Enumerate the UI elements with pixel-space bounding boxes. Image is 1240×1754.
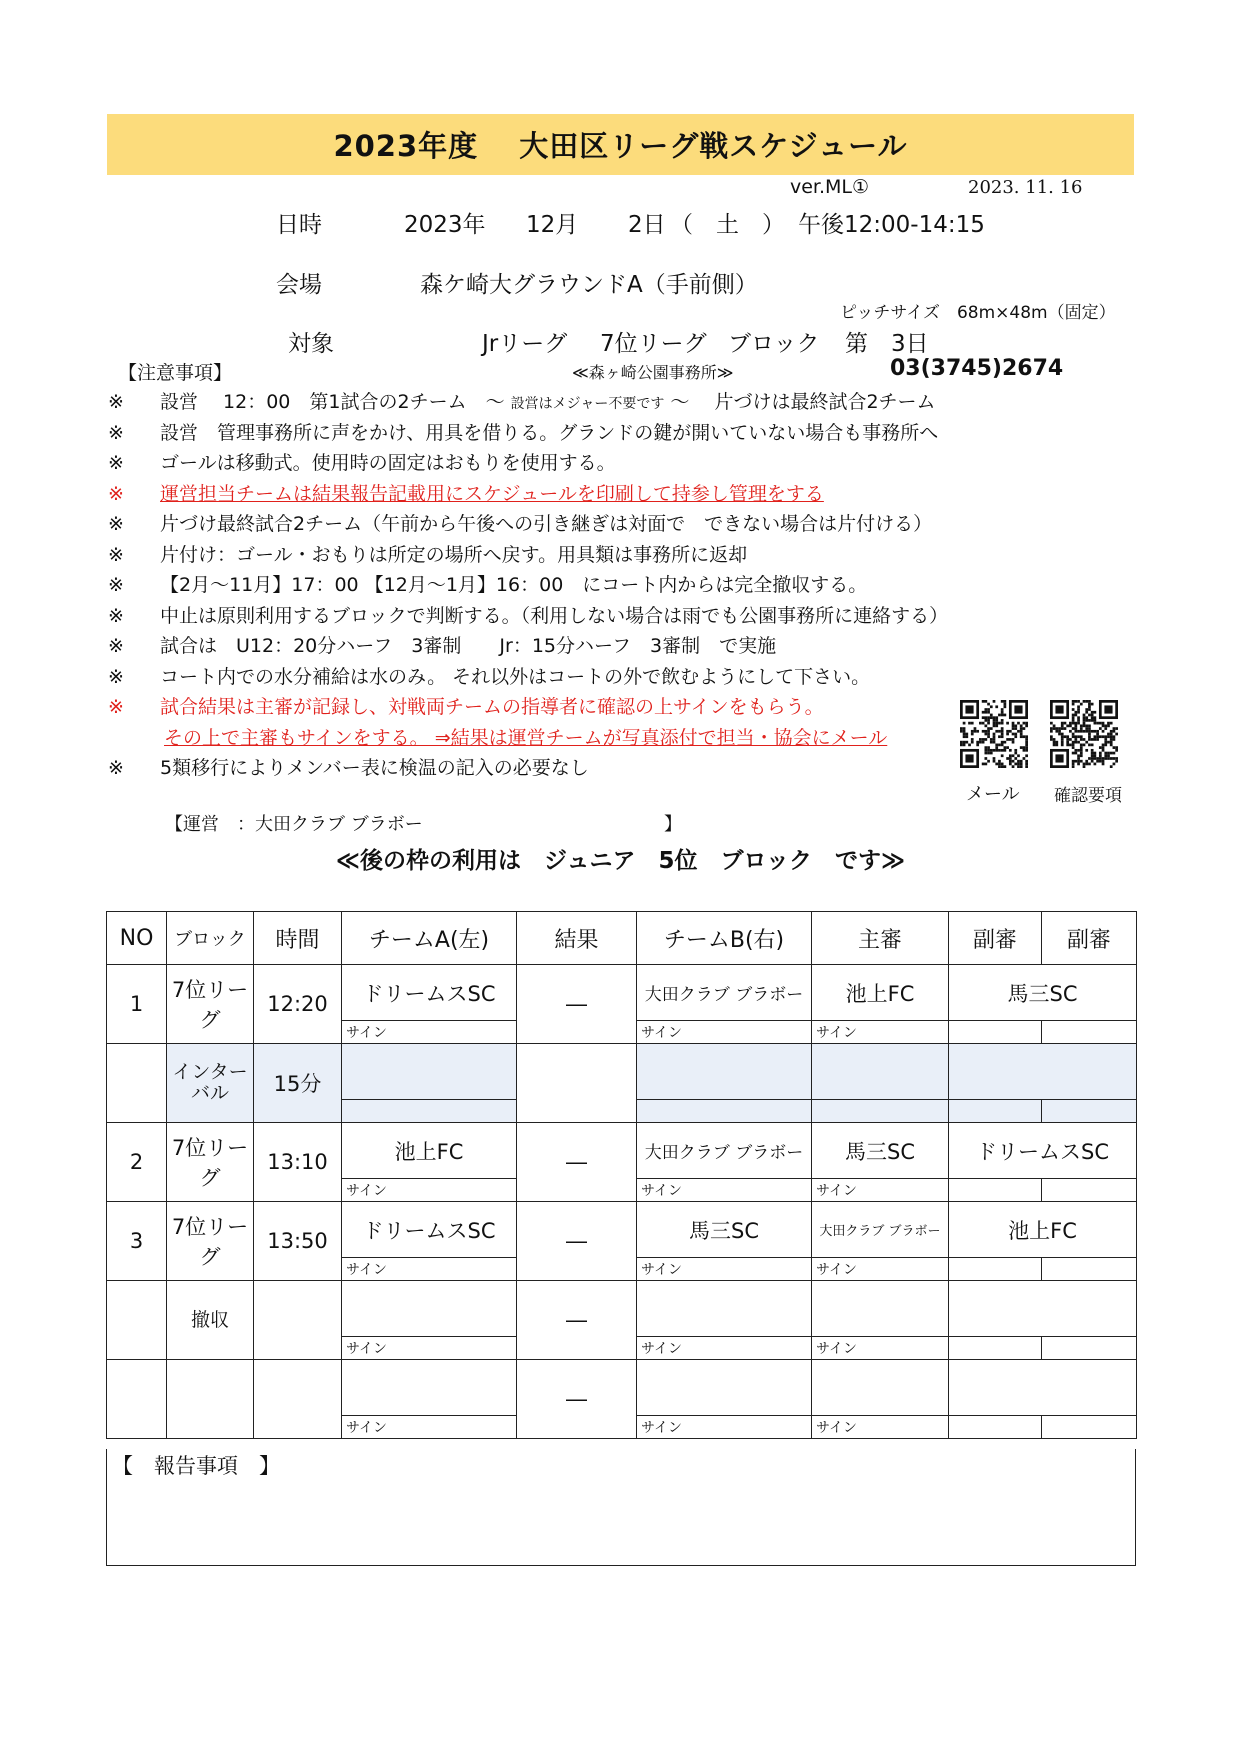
table-header [107, 912, 1137, 965]
cell-no: 1 [107, 965, 167, 1044]
day: 2日 [628, 212, 666, 238]
note-tail: ～ 片づけは最終試合2チーム [664, 391, 936, 413]
note-text: 運営担当チームは結果報告記載用にスケジュールを印刷して持参し管理をする [160, 482, 824, 505]
cell-time [254, 1360, 342, 1439]
sign-assistant-2 [1042, 1416, 1137, 1439]
cell-team-b [637, 1044, 812, 1100]
cell-block [167, 1360, 254, 1439]
note-mark: ※ [108, 665, 124, 688]
sign-referee: サイン [812, 1179, 949, 1202]
cell-time: 12:20 [254, 965, 342, 1044]
note-small: 設営はメジャー不要です [510, 396, 665, 412]
report-box [106, 1449, 1136, 1566]
cell-team-a: ドリームスSC [342, 1202, 517, 1258]
cell-team-a [342, 1360, 517, 1416]
sign-team-b: サイン [637, 1179, 812, 1202]
sign-team-b: サイン [637, 1258, 812, 1281]
table-row [107, 1044, 1137, 1100]
note-item [108, 448, 616, 475]
sign-team-b: サイン [637, 1337, 812, 1360]
cell-block: インター バル [167, 1044, 254, 1123]
cell-assistant: 馬三SC [949, 965, 1137, 1021]
time-range: 午後12:00-14:15 [798, 212, 985, 238]
cell-time: 13:10 [254, 1123, 342, 1202]
sign-assistant-1 [949, 1258, 1042, 1281]
sign-assistant-1 [949, 1416, 1042, 1439]
cell-team-a: ドリームスSC [342, 965, 517, 1021]
cell-team-b [637, 1281, 812, 1337]
qr-check-icon [1048, 700, 1120, 768]
sign-assistant-1 [949, 1021, 1042, 1044]
cell-no [107, 1360, 167, 1439]
note-mark: ※ [108, 482, 124, 505]
cell-referee: 大田クラブ ブラボー [812, 1202, 949, 1258]
sign-assistant-1 [949, 1337, 1042, 1360]
sign-assistant-2 [1042, 1021, 1137, 1044]
note-text: 試合結果は主審が記録し、対戦両チームの指導者に確認の上サインをもらう。 [160, 696, 824, 718]
note-text: 片付け：ゴール・おもりは所定の場所へ戻す。用具類は事務所に返却 [160, 543, 748, 566]
cell-time [254, 1281, 342, 1360]
note-item [108, 509, 932, 536]
note-mark: ※ [108, 635, 124, 657]
operator: 【運営 ：大田クラブ ブラボー [165, 814, 423, 835]
note-item [108, 601, 948, 628]
note-item [108, 570, 867, 597]
office-name: ≪森ヶ崎公園事務所≫ [572, 363, 734, 382]
note-mark: ※ [108, 757, 124, 779]
note-item [108, 753, 589, 780]
note-text: 中止は原則利用するブロックで判断する。（利用しない場合は雨でも公園事務所に連絡する） [160, 604, 949, 627]
note-item [108, 540, 747, 567]
cell-block: 7位リーグ [167, 965, 254, 1044]
qr-mail-label: メール [966, 784, 1020, 805]
sign-team-a: サイン [342, 1179, 517, 1202]
note-item [108, 662, 870, 689]
cell-assistant [949, 1281, 1137, 1337]
note-text: その上で主審もサインをする。 ⇒結果は運営チームが写真添付で担当・協会にメール [164, 726, 888, 749]
sign-assistant-2 [1042, 1337, 1137, 1360]
year: 2023年 [404, 212, 486, 238]
cell-team-a [342, 1281, 517, 1337]
datetime-label: 日時 [276, 212, 322, 238]
cell-team-b: 大田クラブ ブラボー [637, 965, 812, 1021]
note-text: 【2月～11月】17：00 【12月～1月】16：00 にコート内からは完全撤収する。 [160, 574, 868, 596]
sign-team-a: サイン [342, 1021, 517, 1044]
cell-no: 3 [107, 1202, 167, 1281]
cell-block: 7位リーグ [167, 1123, 254, 1202]
cell-result: ― [517, 1360, 637, 1439]
operator-close: 】 [664, 814, 682, 835]
header-no: NO [107, 912, 167, 965]
schedule-table [106, 911, 1137, 1439]
header-result: 結果 [517, 912, 637, 965]
table-row [107, 965, 1137, 1021]
cell-team-b: 馬三SC [637, 1202, 812, 1258]
note-mark: ※ [108, 604, 124, 627]
table-row [107, 1123, 1137, 1179]
cell-assistant [949, 1360, 1137, 1416]
sign-referee [812, 1100, 949, 1123]
sign-team-a: サイン [342, 1337, 517, 1360]
note-text: 試合は U12：20分ハーフ 3審制 Jr：15分ハーフ 3審制 で実施 [160, 635, 777, 657]
cell-referee: 馬三SC [812, 1123, 949, 1179]
sign-assistant-2 [1042, 1179, 1137, 1202]
notes-label: 【注意事項】 [118, 362, 233, 384]
cell-time: 13:50 [254, 1202, 342, 1281]
cell-no: 2 [107, 1123, 167, 1202]
cell-assistant [949, 1044, 1137, 1100]
weekday: （ 土 ） [670, 212, 785, 238]
note-mark: ※ [108, 696, 124, 718]
note-text: 片づけ最終試合2チーム（午前から午後への引き継ぎは対面で できない場合は片付ける） [160, 513, 933, 535]
cell-team-a [342, 1044, 517, 1100]
note-item [108, 387, 936, 414]
cell-time: 15分 [254, 1044, 342, 1123]
note-text: 設営 12：00 第1試合の2チーム ～ [160, 391, 511, 413]
note-item [108, 723, 887, 750]
cell-result: ― [517, 1202, 637, 1281]
qr-mail-icon [958, 700, 1030, 768]
note-mark: ※ [108, 574, 124, 596]
sign-referee: サイン [812, 1337, 949, 1360]
note-text: 設営 管理事務所に声をかけ、用具を借りる。グランドの鍵が開いていない場合も事務所へ [160, 421, 939, 444]
cell-team-b: 大田クラブ ブラボー [637, 1123, 812, 1179]
cell-team-a: 池上FC [342, 1123, 517, 1179]
note-item [108, 418, 938, 445]
cell-result: ― [517, 1281, 637, 1360]
table-row [107, 1281, 1137, 1337]
cell-block: 7位リーグ [167, 1202, 254, 1281]
header-time: 時間 [254, 912, 342, 965]
sign-assistant-2 [1042, 1100, 1137, 1123]
office-phone: 03(3745)2674 [890, 356, 1064, 381]
pitch-size: ピッチサイズ 68m×48m（固定） [840, 303, 1116, 323]
sign-team-a: サイン [342, 1258, 517, 1281]
sign-team-b: サイン [637, 1416, 812, 1439]
note-mark: ※ [108, 391, 124, 413]
month: 12月 [526, 212, 579, 238]
sign-team-a: サイン [342, 1416, 517, 1439]
sign-referee: サイン [812, 1416, 949, 1439]
sign-referee: サイン [812, 1021, 949, 1044]
note-text: ゴールは移動式。使用時の固定はおもりを使用する。 [160, 452, 616, 474]
version: ver.ML① [790, 176, 870, 198]
report-label: 【 報告事項 】 [112, 1454, 280, 1478]
cell-no [107, 1281, 167, 1360]
qr-check-label: 確認要項 [1054, 786, 1122, 806]
cell-referee [812, 1281, 949, 1337]
note-mark: ※ [108, 421, 124, 444]
sign-team-a [342, 1100, 517, 1123]
sign-team-b: サイン [637, 1021, 812, 1044]
note-mark: ※ [108, 452, 124, 474]
header-block: ブロック [167, 912, 254, 965]
note-mark: ※ [108, 513, 124, 535]
sign-assistant-1 [949, 1100, 1042, 1123]
header-referee: 主審 [812, 912, 949, 965]
rank: 7位リーグ [600, 331, 707, 357]
header-assistant-1: 副審 [949, 912, 1042, 965]
note-item [108, 692, 824, 719]
note-mark: ※ [108, 543, 124, 566]
header-team-b: チームB(右) [637, 912, 812, 965]
next-slot-notice: ≪後の枠の利用は ジュニア 5位 ブロック です≫ [335, 848, 906, 874]
cell-referee [812, 1360, 949, 1416]
note-text: 5類移行によりメンバー表に検温の記入の必要なし [160, 757, 589, 779]
page-title: 2023年度 大田区リーグ戦スケジュール [333, 129, 908, 163]
sign-referee: サイン [812, 1258, 949, 1281]
cell-team-b [637, 1360, 812, 1416]
cell-referee: 池上FC [812, 965, 949, 1021]
sign-assistant-1 [949, 1179, 1042, 1202]
table-row [107, 1202, 1137, 1258]
block-label: ブロック [728, 331, 820, 357]
target-label: 対象 [288, 331, 334, 357]
league: Jrリーグ [482, 331, 568, 357]
sign-team-b [637, 1100, 812, 1123]
venue: 森ケ崎大グラウンドA（手前側） [420, 272, 758, 298]
cell-assistant: 池上FC [949, 1202, 1137, 1258]
header-team-a: チームA(左) [342, 912, 517, 965]
cell-referee [812, 1044, 949, 1100]
table-row [107, 1360, 1137, 1416]
venue-label: 会場 [276, 272, 322, 298]
cell-no [107, 1044, 167, 1123]
header-assistant-2: 副審 [1042, 912, 1137, 965]
issue-date: 2023. 11. 16 [968, 177, 1083, 198]
round: 第 3日 [845, 331, 929, 357]
cell-result: ― [517, 1123, 637, 1202]
cell-block: 撤収 [167, 1281, 254, 1360]
cell-result: ― [517, 965, 637, 1044]
note-text: コート内での水分補給は水のみ。 それ以外はコートの外で飲むようにして下さい。 [160, 665, 871, 688]
sign-assistant-2 [1042, 1258, 1137, 1281]
note-item [108, 479, 824, 506]
cell-assistant: ドリームスSC [949, 1123, 1137, 1179]
note-item [108, 631, 776, 658]
cell-result [517, 1044, 637, 1123]
